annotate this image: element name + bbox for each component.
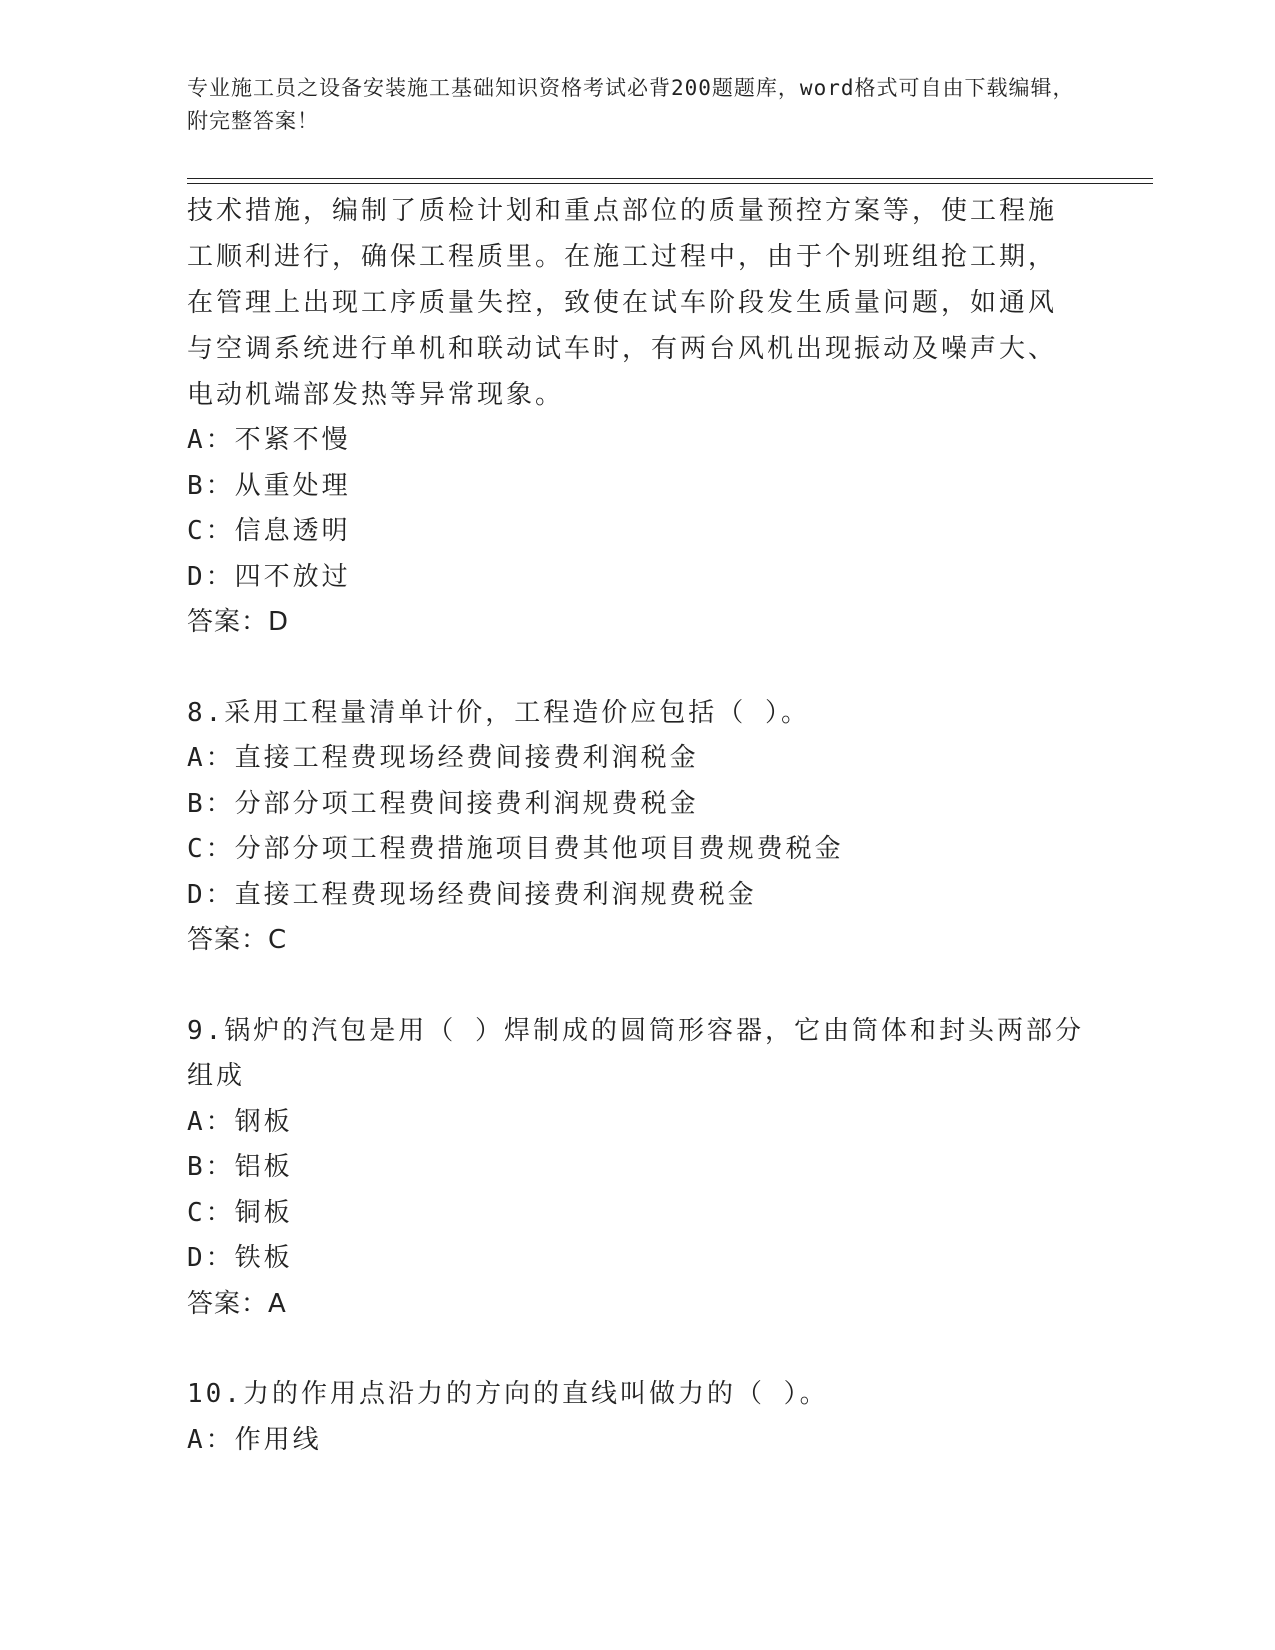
question-8-option-a: A：直接工程费现场经费间接费利润税金 [187,743,699,773]
question-7-text-line: 技术措施，编制了质检计划和重点部位的质量预控方案等，使工程施 [187,196,1058,226]
spacer [187,646,1087,691]
question-8-option-b: B：分部分项工程费间接费利润规费税金 [187,788,699,819]
question-7-text-line: 与空调系统进行单机和联动试车时，有两台风机出现振动及噪声大、 [187,334,1058,364]
question-9-answer: 答案：A [187,1288,287,1319]
question-8-answer: 答案：C [187,925,288,955]
question-9-option-c: C：铜板 [187,1197,293,1228]
question-10-option-a: A：作用线 [187,1424,322,1455]
question-7-option-d: D：四不放过 [187,561,351,592]
question-7-option-a: A：不紧不慢 [187,425,351,455]
question-9-option-a: A：钢板 [187,1106,293,1137]
question-8 [187,691,1087,964]
question-7-option-b: B：从重处理 [187,470,351,501]
question-7-answer: 答案：D [187,607,290,637]
question-9-option-d: D：铁板 [187,1243,293,1273]
question-7-text-line: 电动机端部发热等异常现象。 [187,380,565,410]
question-content [187,188,1087,1463]
document-header [187,72,1087,138]
question-9-stem-line: 9.锅炉的汽包是用（ ）焊制成的圆筒形容器，它由筒体和封头两部分 [187,1015,1084,1046]
question-9 [187,1009,1087,1328]
question-9-option-b: B：铝板 [187,1152,293,1182]
question-10 [187,1372,1087,1463]
question-7-text-line: 工顺利进行，确保工程质里。在施工过程中，由于个别班组抢工期， [187,242,1058,272]
question-7-option-c: C：信息透明 [187,516,351,546]
question-8-stem: 8.采用工程量清单计价，工程造价应包括（ ）。 [187,697,810,728]
question-8-option-d: D：直接工程费现场经费间接费利润规费税金 [187,879,757,910]
header-rule-top [187,178,1153,179]
question-9-stem-line: 组成 [187,1061,246,1091]
question-7-text-line: 在管理上出现工序质量失控，致使在试车阶段发生质量问题，如通风 [187,288,1058,318]
spacer [187,1327,1087,1372]
header-rule-bottom [187,183,1153,184]
spacer [187,964,1087,1009]
question-7 [187,188,1087,646]
question-10-stem: 10.力的作用点沿力的方向的直线叫做力的（ ）。 [187,1379,829,1409]
question-8-option-c: C：分部分项工程费措施项目费其他项目费规费税金 [187,834,844,864]
header-title: 专业施工员之设备安装施工基础知识资格考试必背200题题库，word格式可自由下载编辑，附完整答案！ [187,76,1075,133]
